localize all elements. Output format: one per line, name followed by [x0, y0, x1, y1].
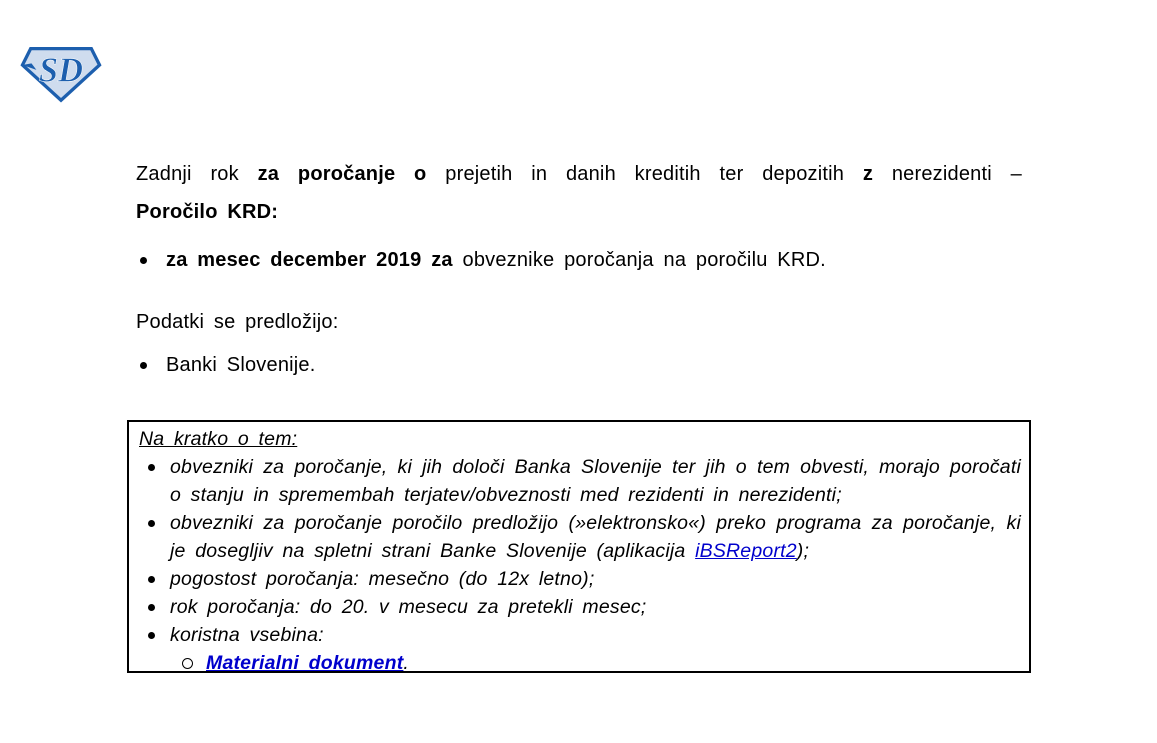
heading-seg4-bold: z [862, 163, 874, 185]
heading-line1 [136, 163, 1022, 186]
sd-shield-logo [20, 45, 102, 103]
info-box-title: Na kratko o tem: [139, 428, 298, 450]
ibsreport2-link[interactable]: iBSReport2 [695, 540, 797, 562]
info-bullet-obvezniki-2 [139, 509, 1021, 565]
info-bullet-rok [139, 593, 1021, 621]
heading-seg1: Zadnji rok [136, 163, 258, 185]
before-ibsreport-text: obvezniki za poročanje poročilo predložijo (»elektronsko«) preko programa za poročanje, ki je dosegljiv na spletni strani Banke Slovenije (aplikacija [170, 512, 1021, 562]
materialni-sub-bullet [139, 649, 1021, 677]
deadline-bold-part: za mesec december 2019 za [166, 249, 453, 271]
info-box [127, 420, 1031, 673]
info-bullet-text [170, 509, 1021, 565]
info-bullet-koristna [139, 621, 1021, 649]
info-bullet-pogostost [139, 565, 1021, 593]
sd-shield-logo-icon [20, 45, 102, 103]
info-bullet-text: obvezniki za poročanje, ki jih določi Banka Slovenije ter jih o tem obvesti, morajo poročati o stanju in spremembah terjatev/obveznosti med rezidenti in nerezidenti; [170, 456, 1021, 506]
materialni-text [206, 649, 409, 677]
submit-bullet-row [136, 354, 636, 377]
info-bullet-obvezniki-1 [139, 453, 1021, 509]
heading-seg3: prejetih in danih kreditih ter depozitih [426, 163, 863, 185]
after-materialni-text: . [403, 652, 410, 674]
info-bullet-text: pogostost poročanja: mesečno (do 12x letno); [170, 568, 595, 590]
deadline-regular-part: obveznike poročanja na poročilu KRD. [452, 249, 826, 271]
deadline-bullet-row [136, 249, 1026, 272]
heading-seg5: nerezidenti – [873, 163, 1022, 185]
svg-text:SD: SD [38, 51, 84, 90]
submit-label: Podatki se predložijo: [136, 311, 339, 333]
materialni-dokument-link[interactable]: Materialni dokument [206, 652, 404, 674]
info-bullet-text: koristna vsebina: [170, 624, 324, 646]
deadline-bullet-text [166, 249, 826, 272]
submit-bullet-text: Banki Slovenije. [166, 354, 316, 376]
heading-seg2-bold: za poročanje o [257, 163, 427, 185]
after-ibsreport-text: ); [796, 540, 810, 562]
heading-line2: Poročilo KRD: [136, 201, 279, 223]
info-bullet-text: rok poročanja: do 20. v mesecu za pretekli mesec; [170, 596, 647, 618]
